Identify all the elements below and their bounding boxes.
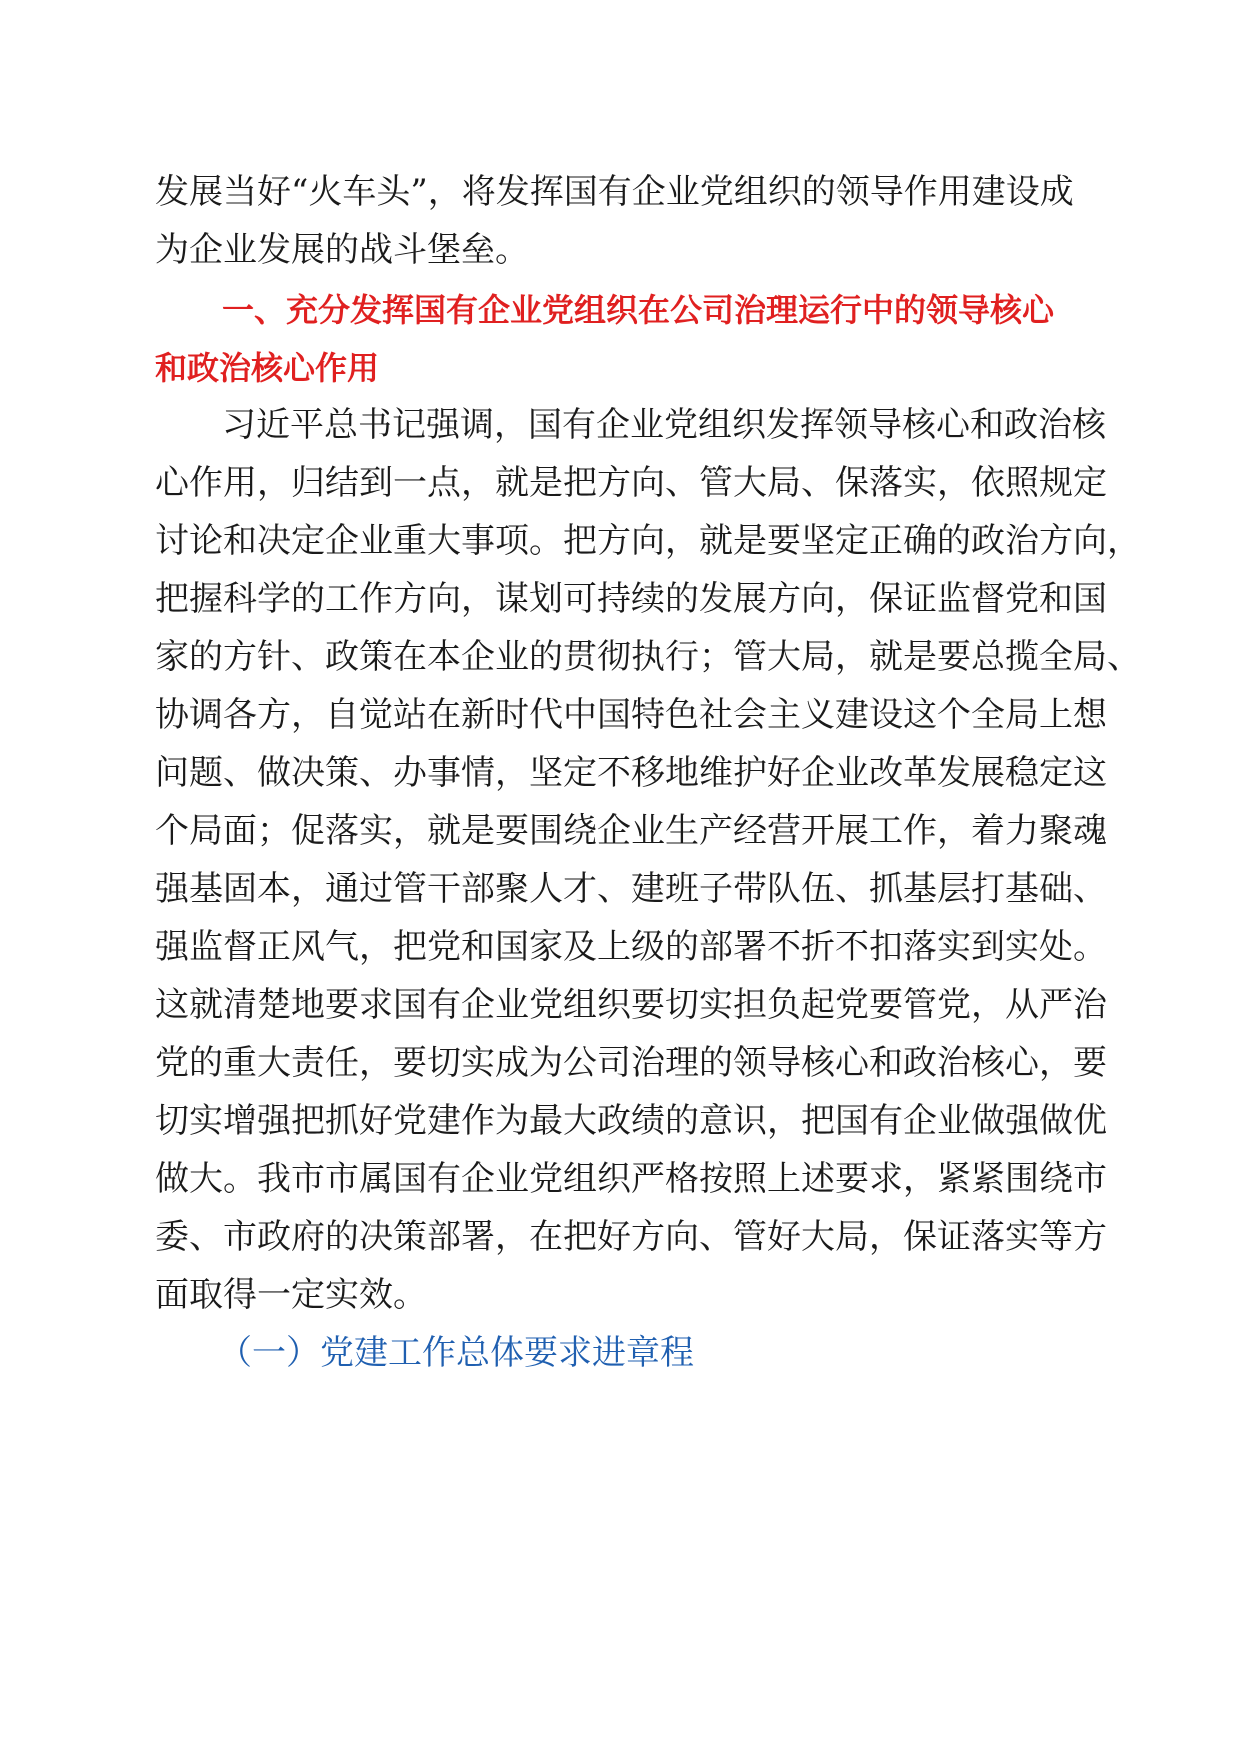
body-line-1: 习近平总书记强调，国有企业党组织发挥领导核心和政治核 bbox=[222, 405, 1106, 445]
body-line-13: 切实增强把抓好党建作为最大政绩的意识，把国有企业做强做优 bbox=[155, 1101, 1107, 1141]
body-line-16: 面取得一定实效。 bbox=[155, 1275, 427, 1315]
body-line-15: 委、市政府的决策部署，在把好方向、管好大局，保证落实等方 bbox=[155, 1217, 1107, 1257]
body-line-12: 党的重大责任，要切实成为公司治理的领导核心和政治核心，要 bbox=[155, 1043, 1107, 1083]
body-line-11: 这就清楚地要求国有企业党组织要切实担负起党要管党，从严治 bbox=[155, 985, 1107, 1025]
body-line-6: 协调各方，自觉站在新时代中国特色社会主义建设这个全局上想 bbox=[155, 695, 1107, 735]
body-line-9: 强基固本，通过管干部聚人才、建班子带队伍、抓基层打基础、 bbox=[155, 869, 1107, 909]
body-line-8: 个局面；促落实，就是要围绕企业生产经营开展工作，着力聚魂 bbox=[155, 811, 1107, 851]
body-line-5: 家的方针、政策在本企业的贯彻执行；管大局，就是要总揽全局、 bbox=[155, 637, 1141, 677]
body-line-7: 问题、做决策、办事情，坚定不移地维护好企业改革发展稳定这 bbox=[155, 753, 1107, 793]
subheading: （一）党建工作总体要求进章程 bbox=[218, 1333, 694, 1373]
body-line-3: 讨论和决定企业重大事项。把方向，就是要坚定正确的政治方向， bbox=[155, 521, 1141, 561]
body-line-14: 做大。我市市属国有企业党组织严格按照上述要求，紧紧围绕市 bbox=[155, 1159, 1107, 1199]
intro-line-1: 发展当好“火车头”，将发挥国有企业党组织的领导作用建设成 bbox=[155, 172, 1074, 212]
body-line-10: 强监督正风气，把党和国家及上级的部署不折不扣落实到实处。 bbox=[155, 927, 1107, 967]
intro-line-2: 为企业发展的战斗堡垒。 bbox=[155, 230, 529, 270]
section-heading-line-1: 一、充分发挥国有企业党组织在公司治理运行中的领导核心 bbox=[222, 291, 1055, 329]
body-line-4: 把握科学的工作方向，谋划可持续的发展方向，保证监督党和国 bbox=[155, 579, 1107, 619]
section-heading-line-2: 和政治核心作用 bbox=[155, 349, 380, 387]
body-line-2: 心作用，归结到一点，就是把方向、管大局、保落实，依照规定 bbox=[155, 463, 1107, 503]
